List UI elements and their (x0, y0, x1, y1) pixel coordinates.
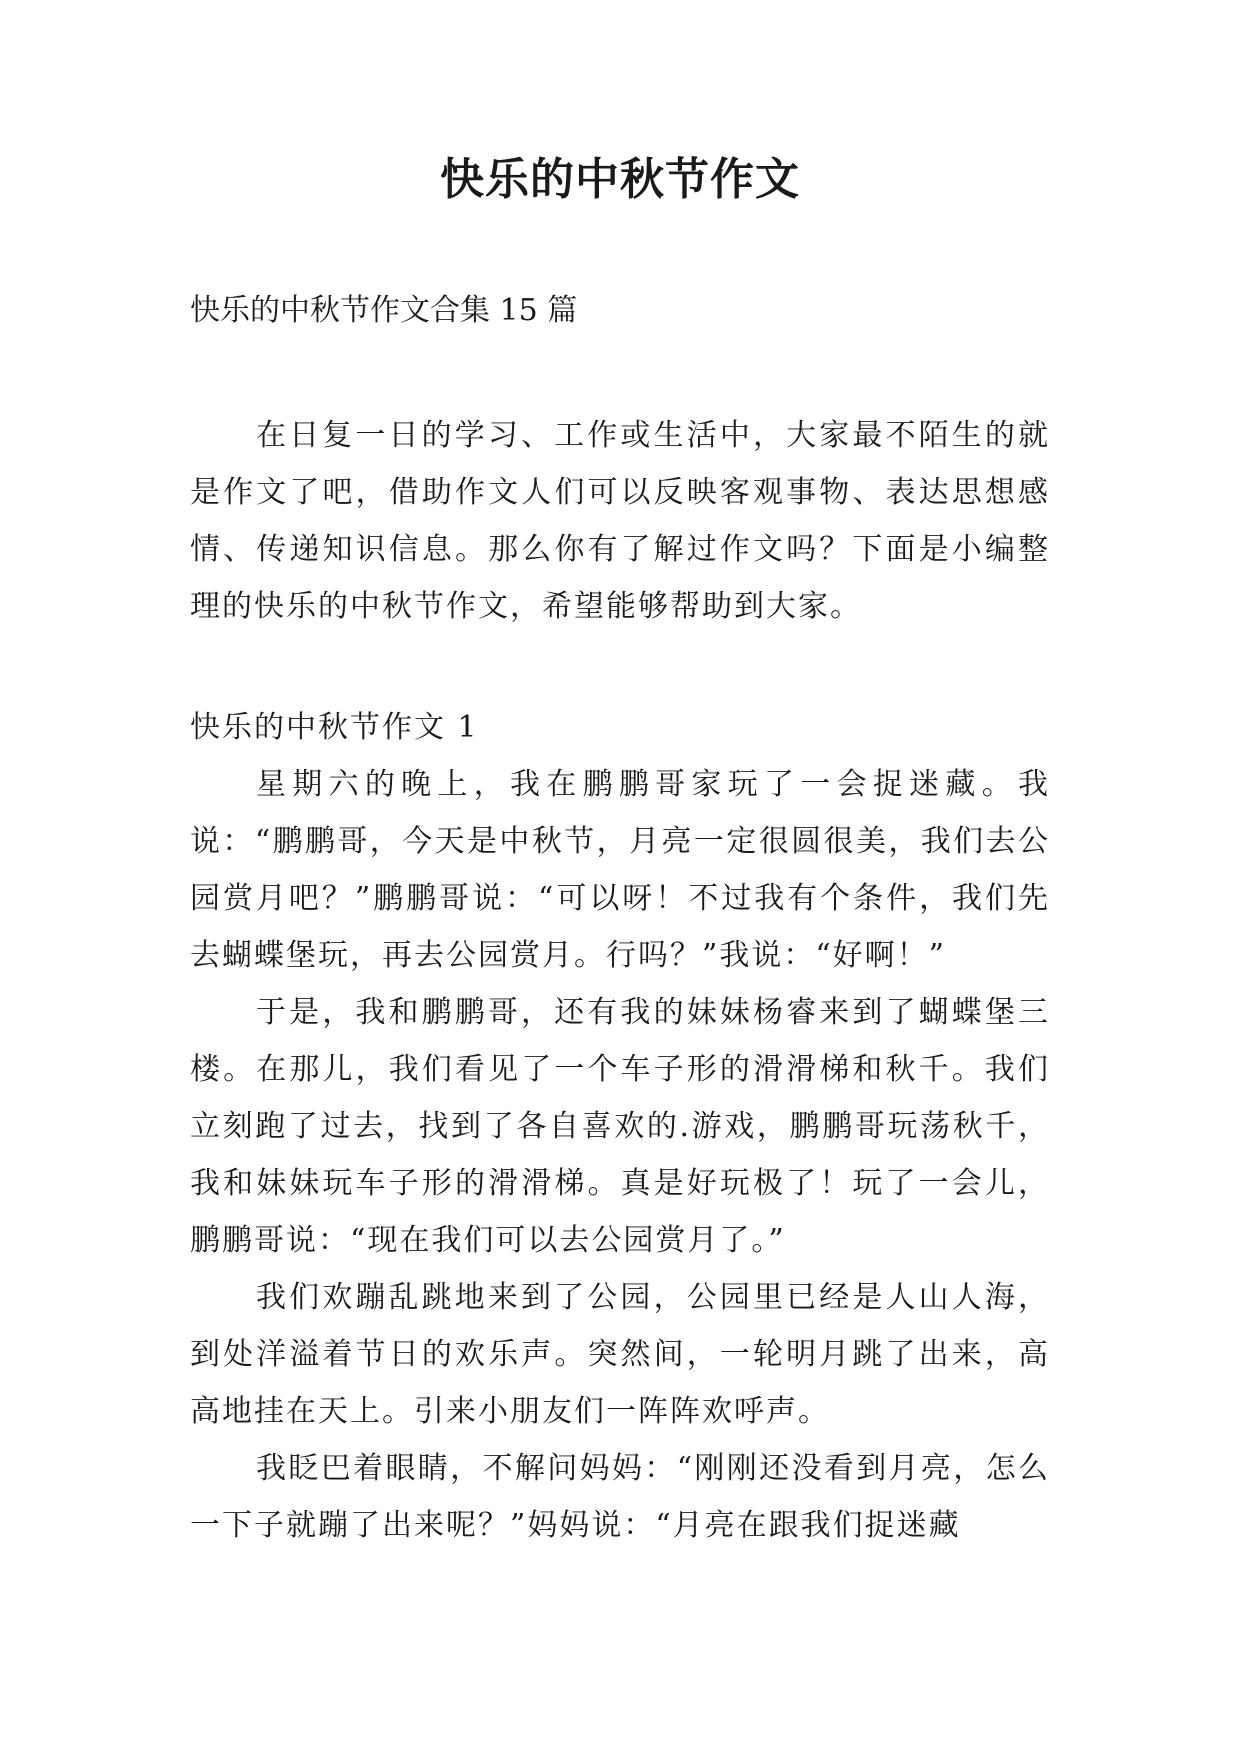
intro-paragraph: 在日复一日的学习、工作或生活中，大家最不陌生的就是作文了吧，借助作文人们可以反映客观事物、表达思想感情、传递知识信息。那么你有了解过作文吗？下面是小编整理的快乐的中秋节作文，希望能够帮助到大家。 (190, 418, 1050, 624)
body-paragraph: 我眨巴着眼睛，不解问妈妈：“刚刚还没看到月亮，怎么一下子就蹦了出来呢？”妈妈说：“月亮在跟我们捉迷藏 (190, 1451, 1050, 1543)
body-paragraph: 我们欢蹦乱跳地来到了公园，公园里已经是人山人海，到处洋溢着节日的欢乐声。突然间，一轮明月跳了出来，高高地挂在天上。引来小朋友们一阵阵欢呼声。 (190, 1280, 1050, 1429)
body-paragraph: 于是，我和鹏鹏哥，还有我的妹妹杨睿来到了蝴蝶堡三楼。在那儿，我们看见了一个车子形的滑滑梯和秋千。我们立刻跑了过去，找到了各自喜欢的.游戏，鹏鹏哥玩荡秋千，我和妹妹玩车子形的滑滑梯。真是好玩极了！玩了一会儿，鹏鹏哥说：“现在我们可以去公园赏月了。” (190, 995, 1050, 1258)
section-gap (190, 635, 1050, 699)
document-title: 快乐的中秋节作文 (440, 154, 800, 205)
body-paragraph: 星期六的晚上，我在鹏鹏哥家玩了一会捉迷藏。我说：“鹏鹏哥，今天是中秋节，月亮一定很圆很美，我们去公园赏月吧？”鹏鹏哥说：“可以呀！不过我有个条件，我们先去蝴蝶堡玩，再去公园赏月。行吗？”我说：“好啊！” (190, 767, 1050, 973)
document-body (190, 407, 1050, 1554)
section-heading: 快乐的中秋节作文 1 (190, 710, 479, 745)
document-subtitle: 快乐的中秋节作文合集 15 篇 (190, 293, 578, 328)
